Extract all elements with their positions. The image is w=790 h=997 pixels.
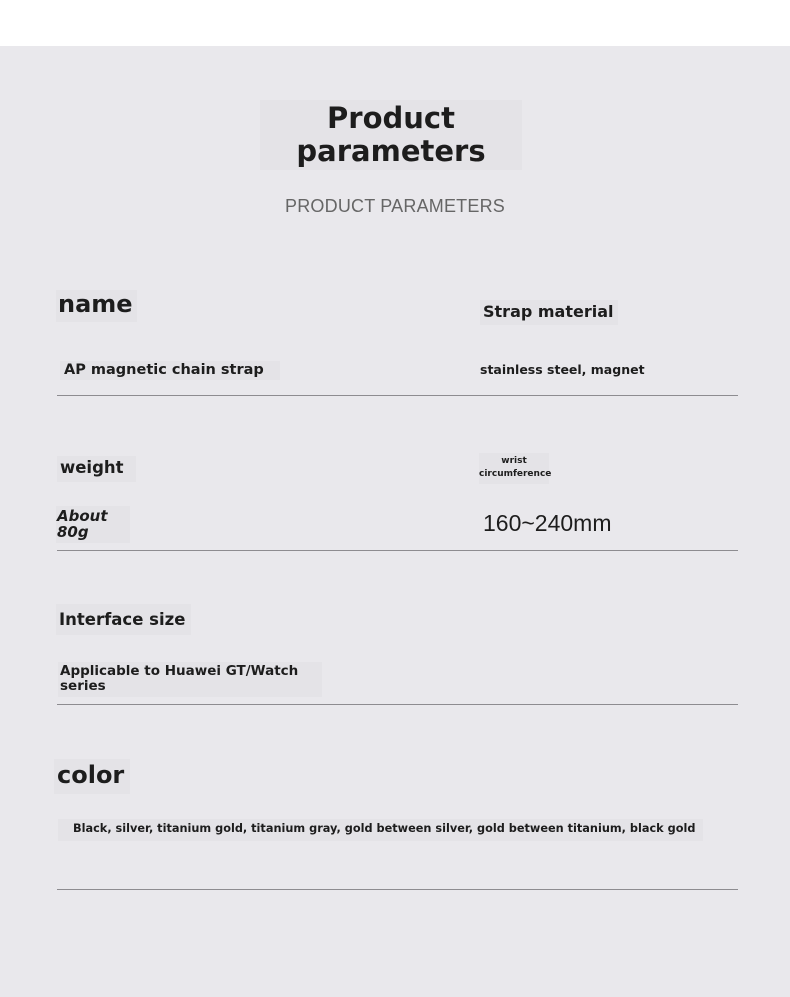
page-subtitle: PRODUCT PARAMETERS	[285, 196, 505, 216]
wrist-label-line1: wrist	[501, 456, 527, 466]
interface-value-line2: series	[60, 678, 106, 694]
wrist-circumference-label	[479, 453, 552, 484]
interface-size-label: Interface size	[56, 604, 191, 635]
weight-value-line1: About	[57, 507, 108, 525]
weight-value-line2: 80g	[57, 523, 89, 541]
wrist-label-line2: circumference	[479, 469, 552, 479]
name-label: name	[56, 290, 137, 322]
title-line-1: Product	[327, 101, 455, 135]
wrist-circumference-value: 160~240mm	[483, 510, 612, 536]
divider-1	[57, 395, 738, 396]
interface-size-value	[58, 662, 322, 697]
strap-material-value: stainless steel, magnet	[480, 362, 645, 377]
name-value: AP magnetic chain strap	[60, 361, 280, 380]
divider-3	[57, 704, 738, 705]
page-title	[260, 100, 522, 170]
divider-4	[57, 889, 738, 890]
title-line-2: parameters	[296, 134, 486, 168]
strap-material-label: Strap material	[480, 300, 618, 325]
product-parameters-panel	[0, 46, 790, 997]
color-label: color	[54, 759, 130, 794]
weight-value	[56, 506, 130, 543]
divider-2	[57, 550, 738, 551]
weight-label: weight	[57, 456, 136, 482]
interface-value-line1: Applicable to Huawei GT/Watch	[60, 663, 299, 679]
color-value: Black, silver, titanium gold, titanium gray, gold between silver, gold between titanium, black gold	[58, 819, 703, 841]
